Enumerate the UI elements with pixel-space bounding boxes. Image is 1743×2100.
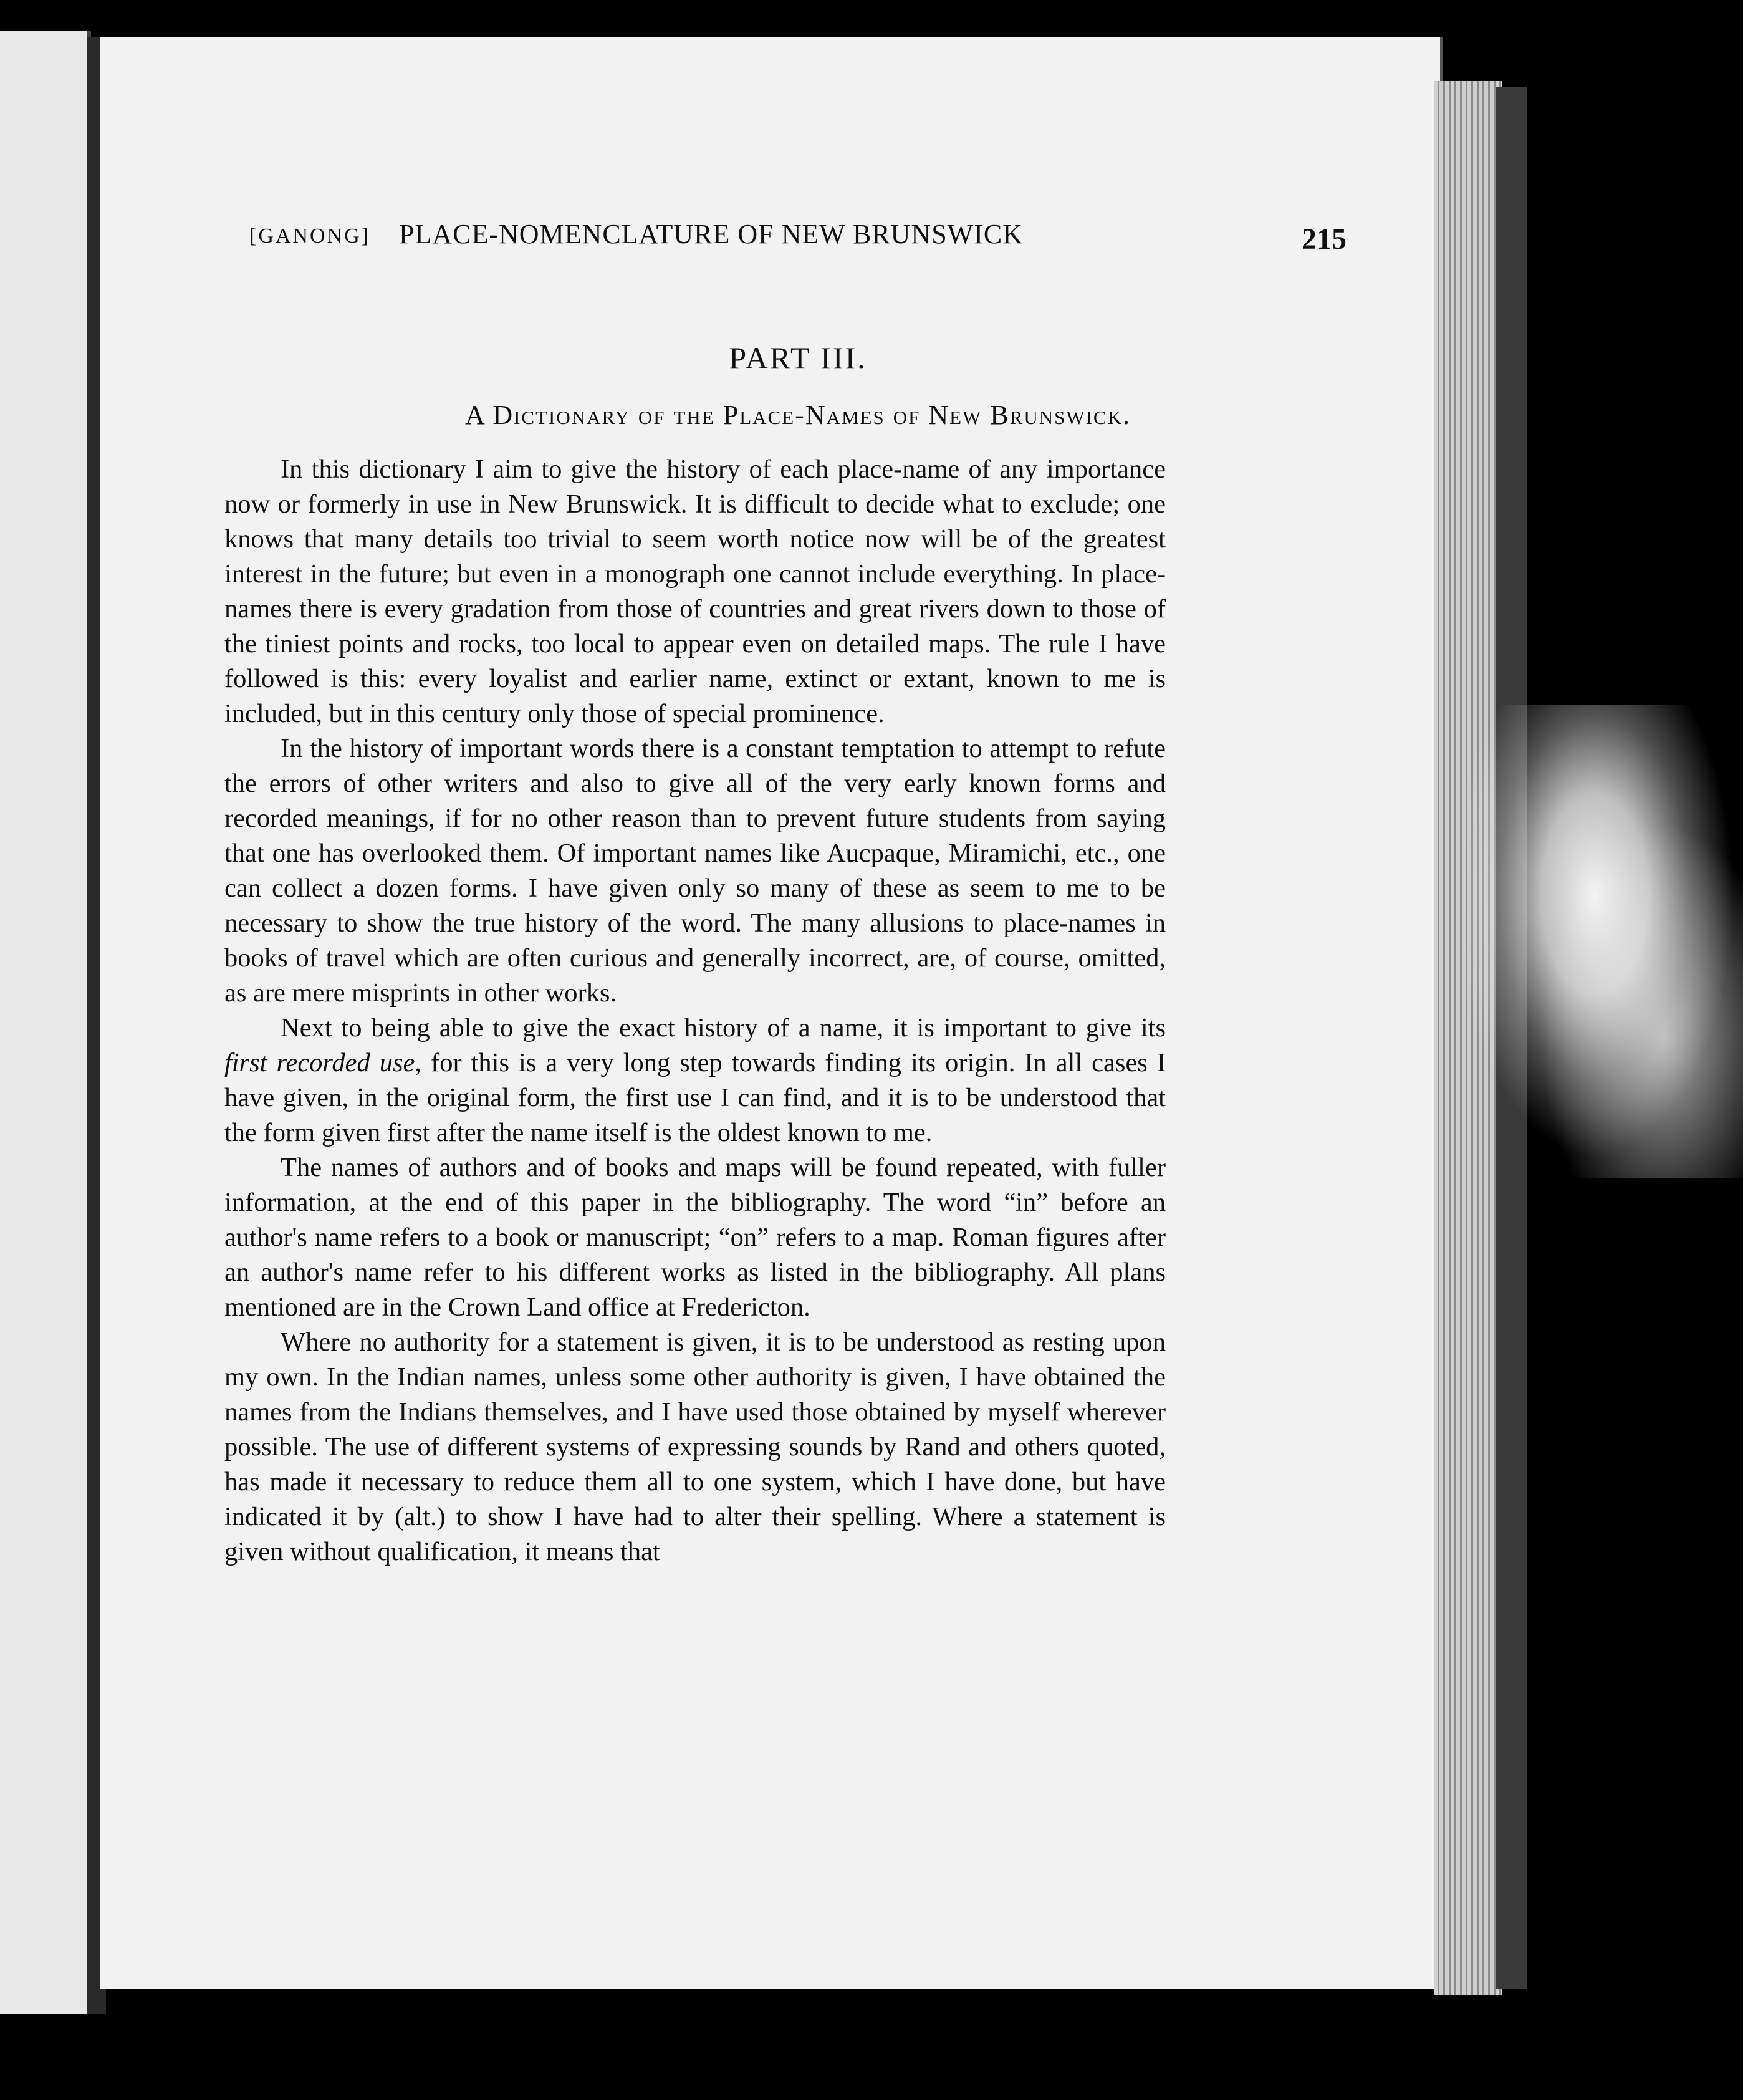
part-heading: PART III.	[729, 340, 867, 375]
paragraph-3	[224, 1011, 1166, 1150]
paper-fiber-debris	[1471, 705, 1743, 1178]
left-page-edge	[0, 31, 91, 2014]
paragraph-3-text-end: , for this is a very long step towards finding its origin. In all cases I have given, in the original form, the first use I can find, and it is to be understood that the form given first after the name itself is the oldest known to me.	[224, 1048, 1166, 1147]
section-heading: A Dictionary of the Place-Names of New Brunswick.	[464, 400, 1131, 430]
running-head	[249, 218, 1347, 268]
running-head-title: PLACE-NOMENCLATURE OF NEW BRUNSWICK	[399, 219, 1023, 249]
page-number: 215	[1302, 223, 1347, 256]
paragraph-3-text-start: Next to being able to give the exact history of a name, it is important to give its	[281, 1013, 1166, 1043]
paragraph-4: The names of authors and of books and maps will be found repeated, with fuller information, at the end of this paper in the bibliography. The word “in” before an author's name refers to a book or manuscript; “on” refers to a map. Roman figures after an author's name refer to his different works as listed in the bibliography. All plans mentioned are in the Crown Land office at Fredericton.	[224, 1153, 1166, 1322]
paragraph-2: In the history of important words there is a constant temptation to attempt to refute the errors of other writers and also to give all of the very early known forms and recorded meanings, if for no other reason than to prevent future students from saying that one has overlooked them. Of important names like Aucpaque, Miramichi, etc., one can collect a dozen forms. I have given only so many of these as seem to me to be necessary to show the true history of the word. The many allusions to place-names in books of travel which are often curious and generally incorrect, are, of course, omitted, as are mere misprints in other works.	[224, 734, 1166, 1008]
body-text	[224, 452, 1166, 1569]
paragraph-1: In this dictionary I aim to give the history of each place-name of any importance now or formerly in use in New Brunswick. It is difficult to decide what to exclude; one knows that many details too trivial to seem worth notice now will be of the greatest interest in the future; but even in a monograph one cannot include everything. In place-names there is every gradation from those of countries and great rivers down to those of the tiniest points and rocks, too local to appear even on detailed maps. The rule I have followed is this: every loyalist and earlier name, extinct or extant, known to me is included, but in this century only those of special prominence.	[224, 455, 1166, 728]
paragraph-3-emphasis: first recorded use	[224, 1048, 415, 1077]
running-head-author: [GANONG]	[249, 224, 370, 248]
paragraph-5: Where no authority for a statement is given, it is to be understood as resting upon my own. In the Indian names, unless some other authority is given, I have obtained the names from the Indians themselves, and I have used those obtained by myself wherever possible. The use of different systems of expressing sounds by Rand and others quoted, has made it necessary to reduce them all to one system, which I have done, but have indicated it by (alt.) to show I have had to alter their spelling. Where a statement is given without qualification, it means that	[224, 1327, 1166, 1566]
